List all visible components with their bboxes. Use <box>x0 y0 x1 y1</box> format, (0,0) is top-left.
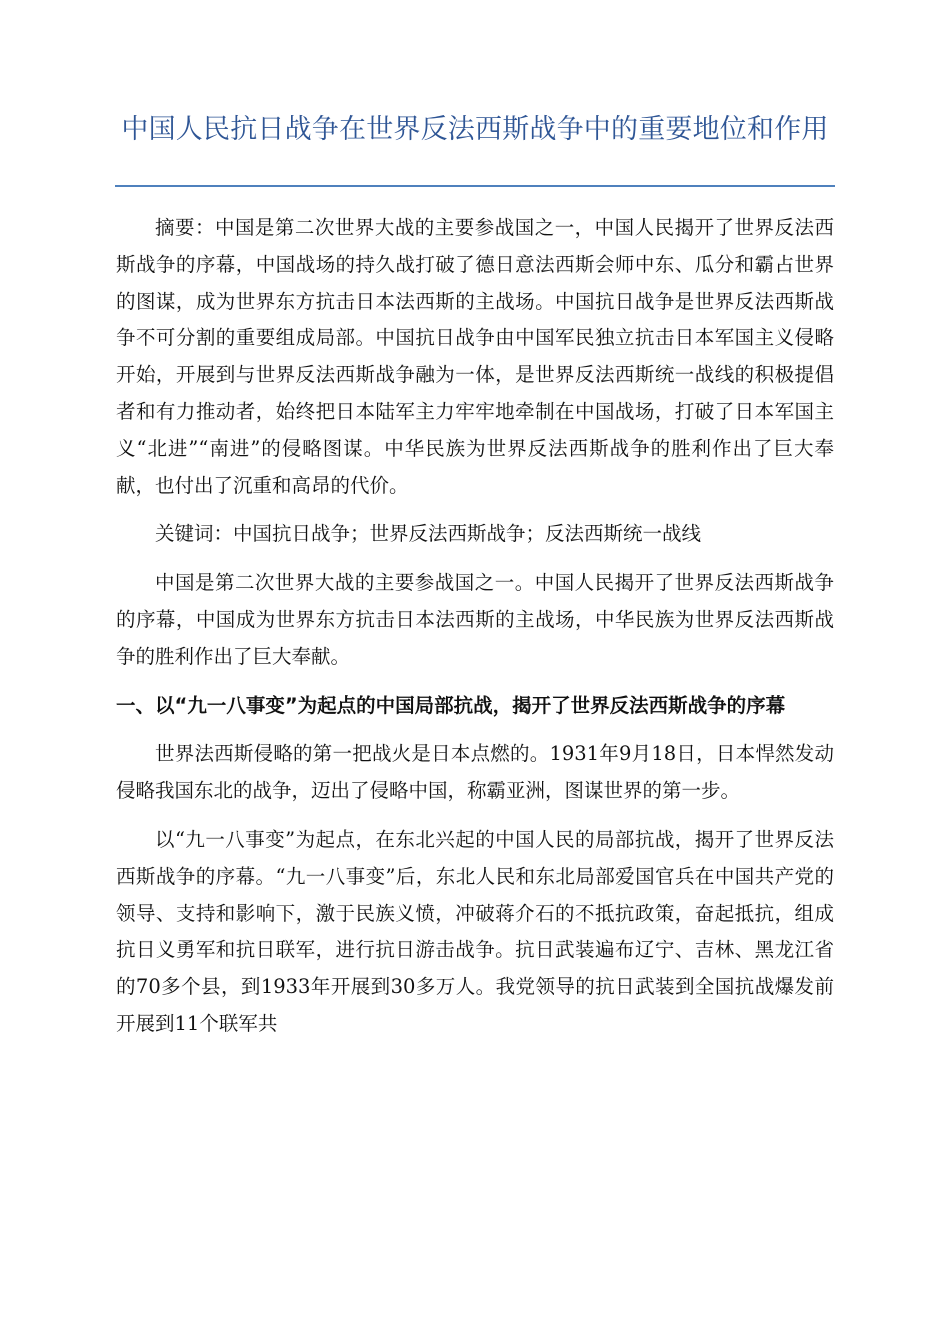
intro-paragraph: 中国是第二次世界大战的主要参战国之一。中国人民揭开了世界反法西斯战争的序幕，中国成为世界东方抗击日本法西斯的主战场，中华民族为世界反法西斯战争的胜利作出了巨大奉献。 <box>116 571 834 668</box>
document-title: 中国人民抗日战争在世界反法西斯战争中的重要地位和作用 <box>121 114 829 145</box>
section1-paragraph-2: 以“九一八事变”为起点，在东北兴起的中国人民的局部抗战，揭开了世界反法西斯战争的序幕。“九一八事变”后，东北人民和东北局部爱国官兵在中国共产党的领导、支持和影响下，激于民族义愤，冲破蒋介石的不抵抗政策，奋起抵抗，组成抗日义勇军和抗日联军，进行抗日游击战争。抗日武装遍布辽宁、吉林、黑龙江省的70多个县，到1933年开展到30多万人。我党领导的抗日武装到全国抗战爆发前开展到11个联军共 <box>116 827 834 1035</box>
section1-paragraph-1: 世界法西斯侵略的第一把战火是日本点燃的。1931年9月18日，日本悍然发动侵略我国东北的战争，迈出了侵略中国，称霸亚洲，图谋世界的第一步。 <box>116 742 834 803</box>
document-body <box>116 210 834 1055</box>
section-heading-1: 一、以“九一八事变”为起点的中国局部抗战，揭开了世界反法西斯战争的序幕 <box>116 693 786 717</box>
keywords-paragraph: 关键词：中国抗日战争；世界反法西斯战争；反法西斯统一战线 <box>155 522 702 546</box>
title-underline <box>115 185 835 187</box>
abstract-paragraph: 摘要：中国是第二次世界大战的主要参战国之一，中国人民揭开了世界反法西斯战争的序幕，中国战场的持久战打破了德日意法西斯会师中东、瓜分和霸占世界的图谋，成为世界东方抗击日本法西斯的主战场。中国抗日战争是世界反法西斯战争不可分割的重要组成局部。中国抗日战争由中国军民独立抗击日本军国主义侵略开始，开展到与世界反法西斯战争融为一体，是世界反法西斯统一战线的积极提倡者和有力推动者，始终把日本陆军主力牢牢地牵制在中国战场，打破了日本军国主义“北进”“南进”的侵略图谋。中华民族为世界反法西斯战争的胜利作出了巨大奉献，也付出了沉重和高昂的代价。 <box>116 216 834 497</box>
